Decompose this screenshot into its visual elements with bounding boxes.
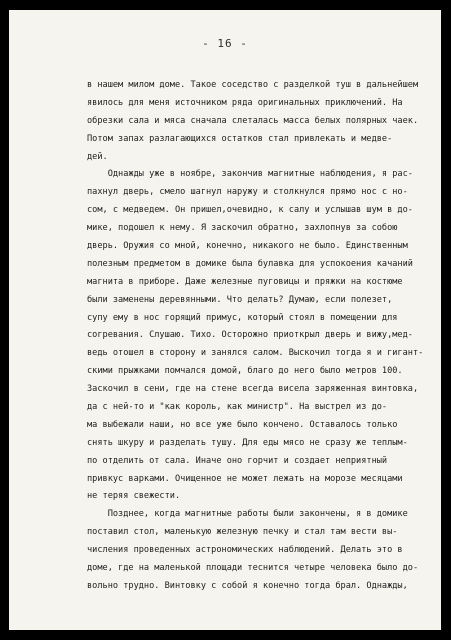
text-line: супу ему в нос горящий примус, который стоял в помещении для — [87, 312, 398, 323]
text-line: скими прыжками помчался домой, благо до него было метров 100. — [87, 366, 403, 377]
text-line: полезным предметом в домике была булавка для успокоения качаний — [87, 258, 413, 269]
text-line: дверь. Оружия со мной, конечно, никакого не было. Единственным — [87, 241, 408, 252]
text-line: пахнул дверь, смело шагнул наружу и столкнулся прямо нос с но- — [87, 187, 408, 198]
text-line: сом, с медведем. Он пришел,очевидно, к салу и услышав шум в до- — [87, 205, 413, 216]
text-line: Потом запах разлагающихся остатков стал привлекать и медве- — [87, 133, 393, 144]
text-line: ма выбежали наши, но все уже было кончено. Оставалось только — [87, 419, 398, 430]
text-line: числения проведенных астрономических наблюдений. Делать это в — [87, 545, 403, 556]
text-line: магнита в приборе. Даже железные пуговицы и пряжки на костюме — [87, 276, 403, 287]
text-line: не теряя свежести. — [87, 491, 181, 502]
text-line: обрезки сала и мяса сначала слеталась масса белых полярных чаек. — [87, 115, 419, 126]
text-line: привкус варками. Очищенное не может лежать на морозе месяцами — [87, 473, 403, 484]
text-line: вольно трудно. Винтовку с собой я конечно тогда брал. Однажды, — [87, 580, 408, 591]
text-line: были заменены деревянными. Что делать? Думаю, если полезет, — [87, 294, 393, 305]
page-number: - 16 - — [202, 37, 248, 50]
body-text — [87, 77, 435, 596]
text-line: дей. — [87, 151, 108, 162]
text-line: поставил стол, маленькую железную печку и стал там вести вы- — [87, 527, 398, 538]
text-line: в нашем милом доме. Такое соседство с разделкой туш в дальнейшем — [87, 80, 419, 90]
typewritten-page — [9, 10, 441, 630]
text-line: согревания. Слушаю. Тихо. Осторожно приоткрыл дверь и вижу,мед- — [87, 330, 413, 341]
text-line: Позднее, когда магнитные работы были закончены, я в домике — [87, 509, 408, 520]
text-line: доме, где на маленькой площади теснится четыре человека было до- — [87, 563, 419, 574]
text-line: явилось для меня источником ряда оригинальных приключений. На — [87, 97, 403, 108]
text-line: да с ней-то и "как король, как министр". На выстрел из до- — [87, 402, 388, 413]
text-line: Однажды уже в ноябре, закончив магнитные наблюдения, я рас- — [87, 169, 413, 180]
text-line: ведь отошел в сторону и занялся салом. Выскочил тогда я и гигант- — [87, 348, 424, 359]
text-line: мике, подошел к нему. Я заскочил обратно, захлопнув за собою — [87, 223, 398, 234]
text-line: Заскочил в сени, где на стене всегда висела заряженная винтовка, — [87, 384, 419, 395]
text-line: снять шкуру и разделать тушу. Для еды мясо не сразу же теплым- — [87, 437, 408, 448]
text-line: по отделить от сала. Иначе оно горчит и создает неприятный — [87, 455, 388, 466]
